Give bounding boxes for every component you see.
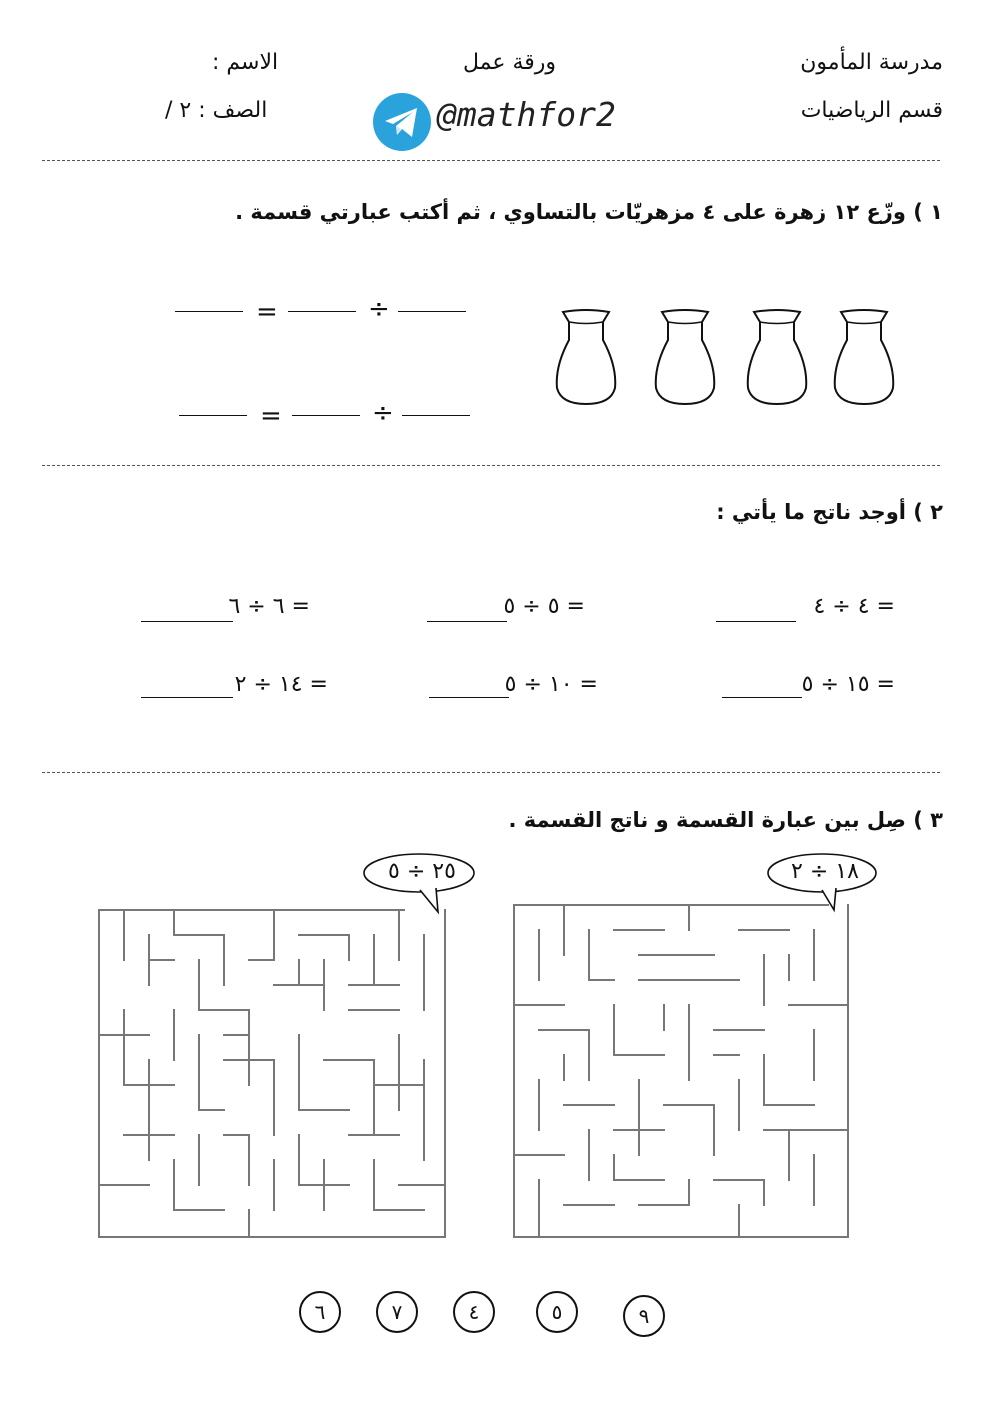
answer-blank[interactable] (427, 621, 507, 622)
vase-icon (652, 308, 718, 406)
maze[interactable] (510, 903, 852, 1237)
answer-circle[interactable]: ٥ (536, 1291, 578, 1333)
class-label: الصف : ٢ / (165, 98, 268, 123)
divider (42, 465, 940, 466)
question-3-text: ٣ ) صِل بين عبارة القسمة و ناتج القسمة . (508, 808, 943, 832)
name-label: الاسم : (212, 50, 279, 75)
answer-blank[interactable] (141, 697, 233, 698)
answer-circle[interactable]: ٦ (299, 1291, 341, 1333)
vase-icon (744, 308, 810, 406)
telegram-icon (373, 93, 431, 151)
division-problem: ١٥ ÷ ٥ = (801, 672, 895, 697)
division-problem: ٥ ÷ ٥ = (503, 594, 585, 619)
answer-blank[interactable] (716, 621, 796, 622)
answer-blank[interactable] (141, 621, 233, 622)
answer-circle[interactable]: ٩ (623, 1295, 665, 1337)
question-2-text: ٢ ) أوجد ناتج ما يأتي : (716, 500, 943, 524)
equals-sign: = (256, 297, 278, 327)
vase-icon (831, 308, 897, 406)
division-problem: ٤ ÷ ٤ = (813, 594, 895, 619)
sheet-title: ورقة عمل (463, 50, 557, 75)
equals-sign: = (260, 401, 282, 431)
school-name: مدرسة المأمون (800, 50, 943, 75)
answer-blank[interactable] (402, 415, 470, 416)
question-1-text: ١ ) وزّع ١٢ زهرة على ٤ مزهريّات بالتساوي ، ثم أكتب عبارتي قسمة . (235, 200, 943, 224)
division-sign: ÷ (372, 398, 394, 428)
answer-blank[interactable] (722, 697, 802, 698)
department-name: قسم الرياضيات (800, 98, 943, 123)
vase-icon (553, 308, 619, 406)
answer-blank[interactable] (179, 415, 247, 416)
divider (42, 160, 940, 161)
divider (42, 772, 940, 773)
bubble-expression: ١٨ ÷ ٢ (791, 859, 859, 884)
telegram-handle: @mathfor2 (437, 95, 616, 134)
bubble-expression: ٢٥ ÷ ٥ (388, 859, 456, 884)
division-problem: ٦ ÷ ٦ = (228, 594, 310, 619)
answer-blank[interactable] (429, 697, 509, 698)
answer-blank[interactable] (175, 311, 243, 312)
division-sign: ÷ (368, 294, 390, 324)
answer-blank[interactable] (292, 415, 360, 416)
answer-blank[interactable] (288, 311, 356, 312)
answer-blank[interactable] (398, 311, 466, 312)
division-problem: ١٠ ÷ ٥ = (504, 672, 598, 697)
answer-circle[interactable]: ٤ (453, 1291, 495, 1333)
maze[interactable] (99, 905, 449, 1237)
answer-circle[interactable]: ٧ (376, 1291, 418, 1333)
division-problem: ١٤ ÷ ٢ = (234, 672, 328, 697)
